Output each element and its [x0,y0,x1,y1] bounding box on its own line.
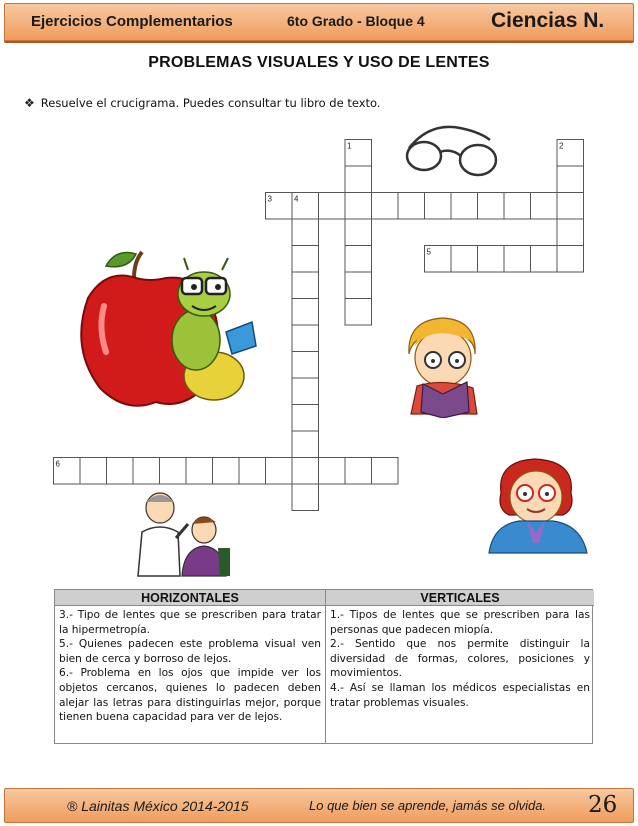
grandma-illustration [483,453,593,555]
header-area: Ciencias N. [491,9,605,32]
apple-worm-illustration [76,248,262,414]
page-number: 26 [588,792,618,818]
page-title: PROBLEMAS VISUALES Y USO DE LENTES [148,54,490,71]
eye-doctor-illustration [132,488,232,578]
crossword-cell[interactable] [345,193,372,220]
crossword-cell[interactable] [557,166,584,193]
crossword-cell[interactable] [478,246,505,273]
header-subject: Ejercicios Complementarios [31,13,233,30]
crossword-cell[interactable] [292,325,319,352]
clue-v1: 1.- Tipos de lentes que se prescriben para las personas que padecen miopía. [330,609,590,636]
crossword-cell[interactable] [345,219,372,246]
crossword-cell[interactable] [239,458,266,485]
footer-credit: ® Lainitas México 2014-2015 [67,798,249,814]
crossword-number: 2 [559,141,564,151]
clue-h3: 3.- Tipo de lentes que se prescriben para tratar la hipermetropía. [59,609,321,636]
crossword-cell[interactable] [292,458,319,485]
crossword-cell[interactable] [425,193,452,220]
page-footer [4,788,634,823]
crossword-cell[interactable] [504,246,531,273]
crossword-cell[interactable] [319,193,346,220]
crossword-cell[interactable] [319,458,346,485]
crossword-cell[interactable] [557,193,584,220]
horizontal-clues-column [55,590,326,743]
crossword-cell[interactable] [372,458,399,485]
clue-v2: 2.- Sentido que nos permite distinguir la diversidad de formas, colores, posiciones y movimientos. [330,638,590,680]
glasses-illustration [400,118,510,188]
vertical-header: VERTICALES [326,590,594,606]
header-grade: 6to Grado - Bloque 4 [287,13,425,29]
crossword-cell[interactable] [372,193,399,220]
crossword-cell[interactable] [531,193,558,220]
crossword-number: 6 [55,459,60,469]
vertical-clues [326,606,594,712]
diamond-bullet-icon: ❖ [24,96,35,110]
horizontal-clues [55,606,325,727]
crossword-cell[interactable] [80,458,107,485]
footer-motto: Lo que bien se aprende, jamás se olvida. [309,798,547,813]
crossword-cell[interactable] [504,193,531,220]
crossword-cell[interactable] [478,193,505,220]
crossword-cell[interactable] [292,352,319,379]
clue-v4: 4.- Así se llaman los médicos especialistas en tratar problemas visuales. [330,681,590,709]
crossword-number: 4 [294,194,299,204]
crossword-cell[interactable] [213,458,240,485]
crossword-cell[interactable] [292,246,319,273]
crossword-cell[interactable] [292,484,319,511]
vertical-clues-column [326,590,594,743]
crossword-cell[interactable] [345,246,372,273]
crossword-cell[interactable] [292,405,319,432]
crossword-number: 3 [267,194,272,204]
clue-h5: 5.- Quienes padecen este problema visual ven bien de cerca y borroso de lejos. [59,638,321,665]
reading-boy-illustration [403,314,483,418]
horizontal-header: HORIZONTALES [55,590,325,606]
crossword-cell[interactable] [557,219,584,246]
crossword-cell[interactable] [557,246,584,273]
crossword-cell[interactable] [292,272,319,299]
crossword-cell[interactable] [292,431,319,458]
crossword-cell[interactable] [345,166,372,193]
crossword-cell[interactable] [292,219,319,246]
crossword-number: 1 [347,141,352,151]
instruction-text: Resuelve el crucigrama. Puedes consultar tu libro de texto. [40,96,381,110]
crossword-cell[interactable] [345,272,372,299]
clue-h6: 6.- Problema en los ojos que impide ver los objetos cercanos, quienes lo padecen deben alejar las letras para distinguirlas mejor, porque tienen buena capacidad para ver de lejos. [59,667,321,724]
crossword-cell[interactable] [133,458,160,485]
crossword-cell[interactable] [292,378,319,405]
crossword-cell[interactable] [292,299,319,326]
crossword-cell[interactable] [160,458,187,485]
crossword-cell[interactable] [107,458,134,485]
crossword-number: 5 [426,247,431,257]
crossword-cell[interactable] [186,458,213,485]
crossword-cell[interactable] [398,193,425,220]
clues-table [54,589,593,744]
crossword-cell[interactable] [345,299,372,326]
crossword-cell[interactable] [266,458,293,485]
crossword-cell[interactable] [531,246,558,273]
crossword-cell[interactable] [345,458,372,485]
crossword-cell[interactable] [451,246,478,273]
crossword-cell[interactable] [451,193,478,220]
